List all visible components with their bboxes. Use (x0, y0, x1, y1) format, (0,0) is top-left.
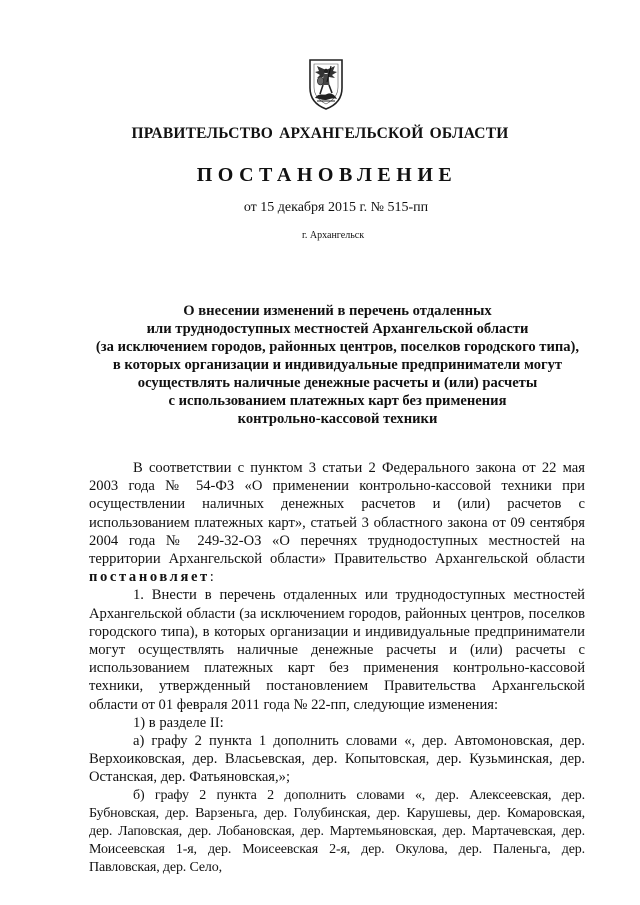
resolves-colon: : (209, 569, 214, 586)
title-line: или труднодоступных местностей Архангельской области (146, 321, 529, 337)
subitem-b-paragraph: б) графу 2 пункта 2 дополнить словами «, дер. Алексеевская, дер. Бубновская, дер. Варзеньга, дер. Голубинская, дер. Карушевы, дер. Комаровская, дер. Лаповская, дер. Лобановская, дер. Мартемьяновская, дер. Мартачевская, дер. Моисеевская 1-я, дер. Моисеевская 2-я, дер. Окулова, дер. Паленьга, дер. Павловская, дер. Село, (89, 787, 585, 876)
resolves-word: постановляет (89, 569, 210, 586)
document-title (80, 302, 595, 428)
issuing-authority: ПРАВИТЕЛЬСТВО АРХАНГЕЛЬСКОЙ ОБЛАСТИ (131, 125, 509, 142)
document-body (89, 459, 585, 878)
title-line: в которых организации и индивидуальные предприниматели могут (112, 357, 563, 373)
title-line: с использованием платежных карт без применения (168, 393, 507, 409)
document-date-number: от 15 декабря 2015 г. № 515-пп (243, 200, 429, 215)
item-1-paragraph: 1. Внести в перечень отдаленных или труднодоступных местностей Архангельской области (за исключением городов, районных центров, поселков городского типа), в которых организации и индивидуальные предприниматели могут осуществлять наличные денежные расчеты и (или) расчеты с использованием платежных карт без применения контрольно-кассовой техники, утвержденный постановлением Правительства Архангельской области от 01 февраля 2011 года № 22-пп, следующие изменения: (89, 587, 585, 713)
title-line: контрольно-кассовой техники (237, 411, 438, 427)
issuing-city: г. Архангельск (301, 230, 365, 241)
title-line: осуществлять наличные денежные расчеты и (или) расчеты (137, 375, 538, 391)
preamble-text: В соответствии с пунктом 3 статьи 2 Федерального закона от 22 мая 2003 года № 54-ФЗ «О применении контрольно-кассовой техники при осуществлении наличных денежных расчетов и (или) расчетов с использованием платежных карт», статьей 3 областного закона от 09 сентября 2004 года № 249-32-ОЗ «О перечнях труднодоступных местностей на территории Архангельской области» Правительство Архангельской области (89, 460, 585, 568)
preamble-paragraph (89, 459, 585, 586)
document-type: ПОСТАНОВЛЕНИЕ (196, 164, 458, 186)
subitem-a-paragraph: а) графу 2 пункта 1 дополнить словами «, дер. Автомоновская, дер. Верхоиковская, дер. Власьевская, дер. Копытовская, дер. Кузьминская, дер. Останская, дер. Фатьяновская,»; (89, 733, 585, 786)
title-line: (за исключением городов, районных центров, поселков городского типа), (95, 339, 580, 355)
title-line: О внесении изменений в перечень отдаленных (183, 303, 492, 319)
subitem-1-paragraph: 1) в разделе II: (133, 714, 224, 731)
coat-of-arms-icon (308, 58, 344, 110)
